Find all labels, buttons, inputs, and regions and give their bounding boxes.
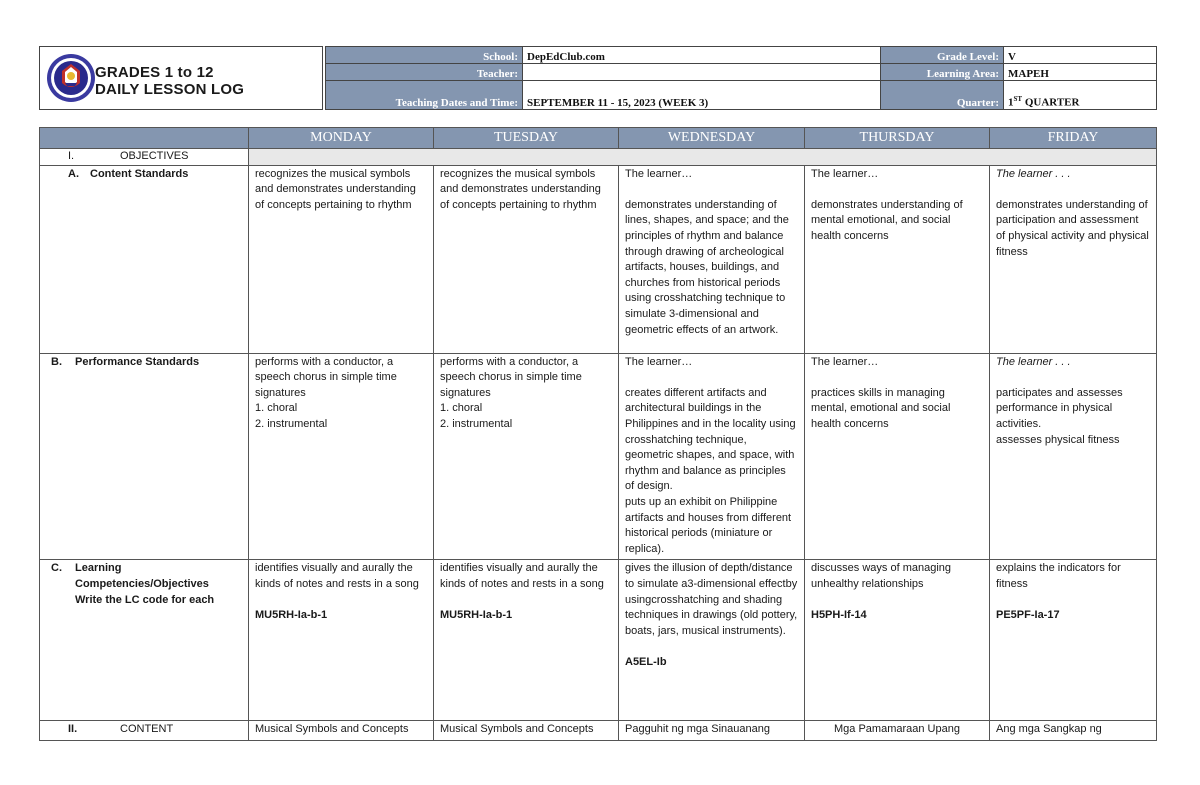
area-label: Learning Area: xyxy=(881,64,1004,81)
quarter-label: Quarter: xyxy=(881,81,1004,110)
performance-standards-monday xyxy=(249,353,434,560)
cell-text: recognizes the musical symbols and demonstrates understanding of concepts pertaining to rhythm xyxy=(255,167,416,211)
content-number: II. xyxy=(68,723,78,736)
content-row xyxy=(40,721,1157,741)
cell-text: recognizes the musical symbols and demonstrates understanding of concepts pertaining to rhythm xyxy=(440,167,601,211)
cell-heading: The learner… xyxy=(625,167,693,180)
area-value: MAPEH xyxy=(1004,64,1157,81)
cell-text: demonstrates understanding of mental emotional, and social health concerns xyxy=(811,198,963,242)
competencies-text-3: Write the LC code for each xyxy=(75,593,215,606)
school-value: DepEdClub.com xyxy=(523,47,881,64)
competencies-thursday xyxy=(805,560,990,721)
teacher-label: Teacher: xyxy=(326,64,523,81)
cell-text: identifies visually and aurally the kinds of notes and rests in a song xyxy=(255,562,419,590)
quarter-word: QUARTER xyxy=(1022,97,1080,109)
lc-code: H5PH-If-14 xyxy=(811,609,867,622)
header xyxy=(39,46,1156,112)
content-standards-tuesday xyxy=(434,165,619,353)
content-label xyxy=(40,721,249,741)
cell-text: 1. choral xyxy=(255,402,298,415)
teacher-value xyxy=(523,64,881,81)
day-tuesday: TUESDAY xyxy=(434,128,619,149)
competencies-label xyxy=(40,560,249,721)
title-line-1: GRADES 1 to 12 xyxy=(95,64,214,81)
quarter-suffix: ST xyxy=(1013,95,1023,104)
performance-standards-row xyxy=(40,353,1157,560)
competencies-friday xyxy=(990,560,1157,721)
cell-text: demonstrates understanding of participation and assessment of physical activity and physical fitness xyxy=(996,198,1149,258)
cell-text: demonstrates understanding of lines, shapes, and space; and the principles of rhythm and balance through drawing of archeological artifacts, houses, buildings, and churches from historical periods using crosshatching technique to simulate 3-dimensional and geometric effects of an artwork. xyxy=(625,198,789,336)
competencies-wednesday xyxy=(619,560,805,721)
content-standards-wednesday xyxy=(619,165,805,353)
content-text: CONTENT xyxy=(120,723,174,736)
objectives-text: OBJECTIVES xyxy=(120,150,189,162)
cell-text: 2. instrumental xyxy=(255,417,328,430)
cell-heading: The learner… xyxy=(625,355,693,368)
objectives-fill xyxy=(249,149,1157,166)
cell-text: participates and assesses performance in physical activities. xyxy=(996,386,1123,430)
competencies-row xyxy=(40,560,1157,721)
performance-standards-friday xyxy=(990,353,1157,560)
cell-text: assesses physical fitness xyxy=(996,433,1120,446)
objectives-label xyxy=(40,149,249,166)
corner-cell xyxy=(40,128,249,149)
performance-standards-label xyxy=(40,353,249,560)
cell-text: explains the indicators for fitness xyxy=(996,562,1121,590)
content-tuesday: Musical Symbols and Concepts xyxy=(434,721,619,741)
lc-code: PE5PF-Ia-17 xyxy=(996,609,1060,622)
school-label: School: xyxy=(326,47,523,64)
cell-text: performs with a conductor, a speech chorus in simple time signatures xyxy=(255,355,397,399)
competencies-tuesday xyxy=(434,560,619,721)
day-wednesday: WEDNESDAY xyxy=(619,128,805,149)
content-standards-row xyxy=(40,165,1157,353)
day-friday: FRIDAY xyxy=(990,128,1157,149)
cell-heading: The learner… xyxy=(811,355,879,368)
content-standards-monday xyxy=(249,165,434,353)
content-standards-friday xyxy=(990,165,1157,353)
quarter-value xyxy=(1004,81,1157,110)
grade-value: V xyxy=(1004,47,1157,64)
cell-text: 1. choral xyxy=(440,402,483,415)
performance-standards-tuesday xyxy=(434,353,619,560)
brand-box xyxy=(39,46,323,110)
performance-standards-wednesday xyxy=(619,353,805,560)
cell-heading: The learner . . . xyxy=(996,167,1071,180)
cell-heading: The learner . . . xyxy=(996,355,1071,368)
quarter-number: 1 xyxy=(1008,97,1014,109)
lc-code: MU5RH-Ia-b-1 xyxy=(440,609,513,622)
objectives-number: I. xyxy=(68,150,75,162)
cell-text: practices skills in managing mental, emotional and social health concerns xyxy=(811,386,951,430)
competencies-text-2: Competencies/Objectives xyxy=(75,577,209,590)
performance-standards-thursday xyxy=(805,353,990,560)
dates-value: SEPTEMBER 11 - 15, 2023 (WEEK 3) xyxy=(523,81,881,110)
content-standards-label xyxy=(40,165,249,353)
performance-standards-text: Performance Standards xyxy=(75,355,200,368)
cell-text: gives the illusion of depth/distance to simulate a3-dimensional effectby usingcrosshatching and shading techniques in drawings (old pottery, boats, jars, musical instruments). xyxy=(625,562,798,637)
day-monday: MONDAY xyxy=(249,128,434,149)
content-wednesday: Pagguhit ng mga Sinauanang xyxy=(619,721,805,741)
days-header-row xyxy=(40,128,1157,149)
content-friday: Ang mga Sangkap ng xyxy=(990,721,1157,741)
content-standards-number: A. xyxy=(68,167,79,180)
cell-text: 2. instrumental xyxy=(440,417,513,430)
lesson-log-table xyxy=(39,127,1157,741)
day-thursday: THURSDAY xyxy=(805,128,990,149)
competencies-monday xyxy=(249,560,434,721)
document-title xyxy=(95,64,244,98)
title-line-2: DAILY LESSON LOG xyxy=(95,81,245,98)
cell-text: performs with a conductor, a speech chorus in simple time signatures xyxy=(440,355,582,399)
meta-table xyxy=(325,46,1157,110)
cell-heading: The learner… xyxy=(811,167,879,180)
lc-code: MU5RH-Ia-b-1 xyxy=(255,609,328,622)
competencies-text-1: Learning xyxy=(75,562,122,575)
grade-label: Grade Level: xyxy=(881,47,1004,64)
cell-text: puts up an exhibit on Philippine artifacts and houses from different historical periods (miniature or replica). xyxy=(625,495,792,555)
content-standards-thursday xyxy=(805,165,990,353)
cell-text: creates different artifacts and architectural buildings in the Philippines and in the locality using crosshatching technique, geometric shapes, and space, with rhythm and balance as principles of design. xyxy=(625,386,796,493)
performance-standards-number: B. xyxy=(51,355,62,368)
content-standards-text: Content Standards xyxy=(90,167,189,180)
cell-text: discusses ways of managing unhealthy relationships xyxy=(811,562,952,590)
deped-seal-icon xyxy=(46,53,96,103)
objectives-row xyxy=(40,149,1157,166)
content-monday: Musical Symbols and Concepts xyxy=(249,721,434,741)
cell-text: identifies visually and aurally the kinds of notes and rests in a song xyxy=(440,562,604,590)
competencies-number: C. xyxy=(51,562,62,575)
lc-code: A5EL-Ib xyxy=(625,655,667,668)
content-thursday: Mga Pamamaraan Upang xyxy=(805,721,990,741)
dates-label: Teaching Dates and Time: xyxy=(326,81,523,110)
